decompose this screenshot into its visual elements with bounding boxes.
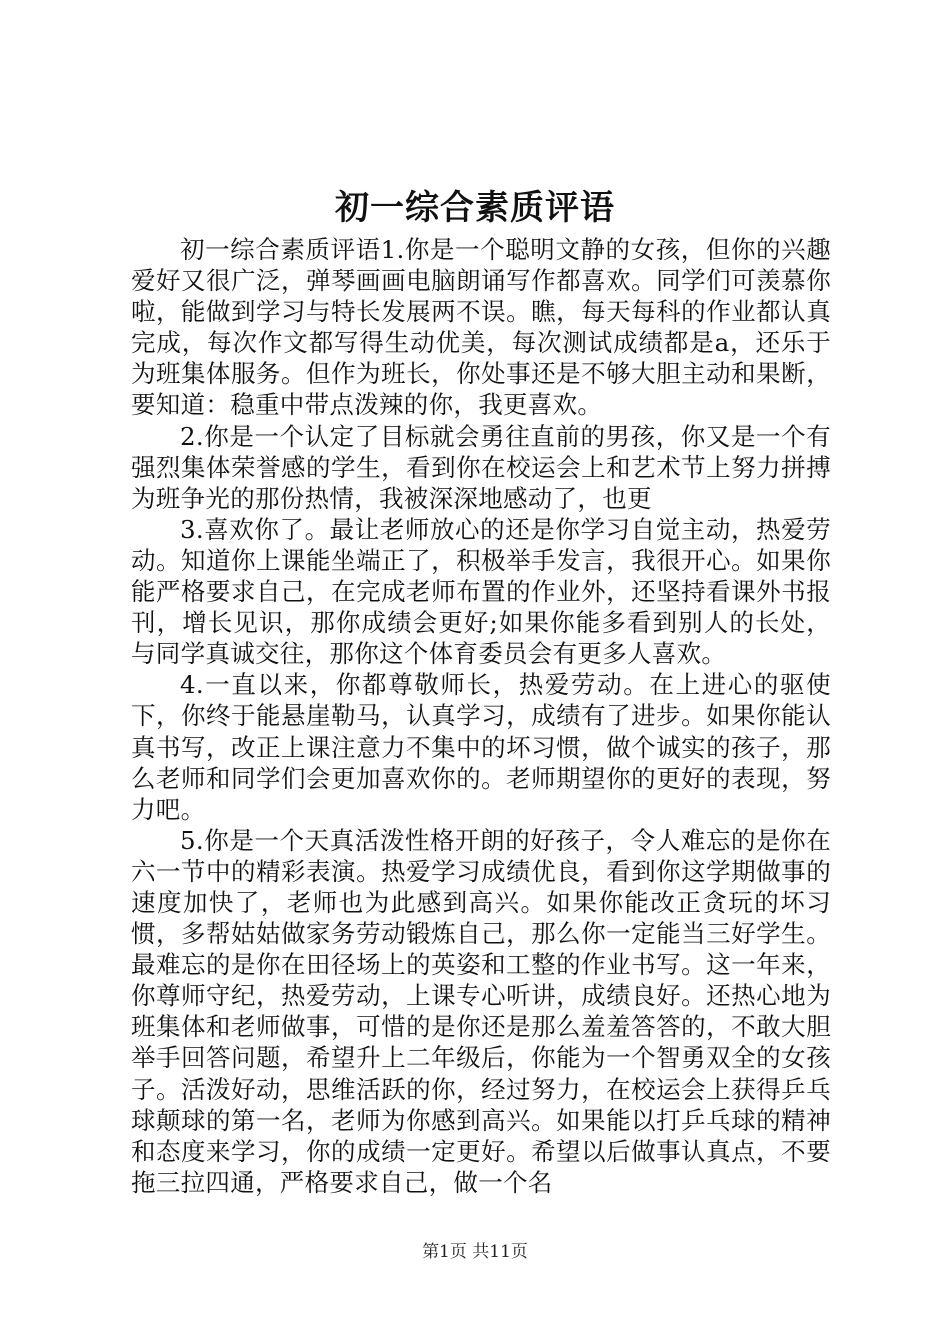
document-title: 初一综合素质评语 [335,188,615,228]
paragraph-4: 4.一直以来，你都尊敬师长，热爱劳动。在上进心的驱使下，你终于能悬崖勒马，认真学习，成绩有了进步。如果你能认真书写，改正上课注意力不集中的坏习惯，做个诚实的孩子，那么老师和同学们会更加喜欢你的。老师期望你的更好的表现，努力吧。 [131,670,831,824]
page-number-footer: 第1页 共11页 [422,1242,528,1262]
paragraph-2: 2.你是一个认定了目标就会勇往直前的男孩，你又是一个有强烈集体荣誉感的学生，看到你在校运会上和艺术节上努力拼搏为班争光的那份热情，我被深深地感动了，也更 [131,421,831,513]
paragraph-1: 初一综合素质评语1.你是一个聪明文静的女孩，但你的兴趣爱好又很广泛，弹琴画画电脑朗诵写作都喜欢。同学们可羡慕你啦，能做到学习与特长发展两不误。瞧，每天每科的作业都认真完成，每次作文都写得生动优美，每次测试成绩都是a，还乐于为班集体服务。但作为班长，你处事还是不够大胆主动和果断，要知道：稳重中带点泼辣的你，我更喜欢。 [131,235,831,420]
paragraph-3: 3.喜欢你了。最让老师放心的还是你学习自觉主动，热爱劳动。知道你上课能坐端正了，积极举手发言，我很开心。如果你能严格要求自己，在完成老师布置的作业外，还坚持看课外书报刊，增长见识，那你成绩会更好;如果你能多看到别人的长处，与同学真诚交往，那你这个体育委员会有更多人喜欢。 [131,514,831,669]
document-body [131,234,831,1198]
paragraph-5: 5.你是一个天真活泼性格开朗的好孩子，令人难忘的是你在六一节中的精彩表演。热爱学习成绩优良，看到你这学期做事的速度加快了，老师也为此感到高兴。如果你能改正贪玩的坏习惯，多帮姑姑做家务劳动锻炼自己，那么你一定能当三好学生。最难忘的是你在田径场上的英姿和工整的作业书写。这一年来，你尊师守纪，热爱劳动，上课专心听讲，成绩良好。还热心地为班集体和老师做事，可惜的是你还是那么羞羞答答的，不敢大胆举手回答问题，希望升上二年级后，你能为一个智勇双全的女孩子。活泼好动，思维活跃的你，经过努力，在校运会上获得乒乓球颠球的第一名，老师为你感到高兴。如果能以打乒乓球的精神和态度来学习，你的成绩一定更好。希望以后做事认真点，不要拖三拉四通，严格要求自己，做一个名 [131,825,831,1197]
